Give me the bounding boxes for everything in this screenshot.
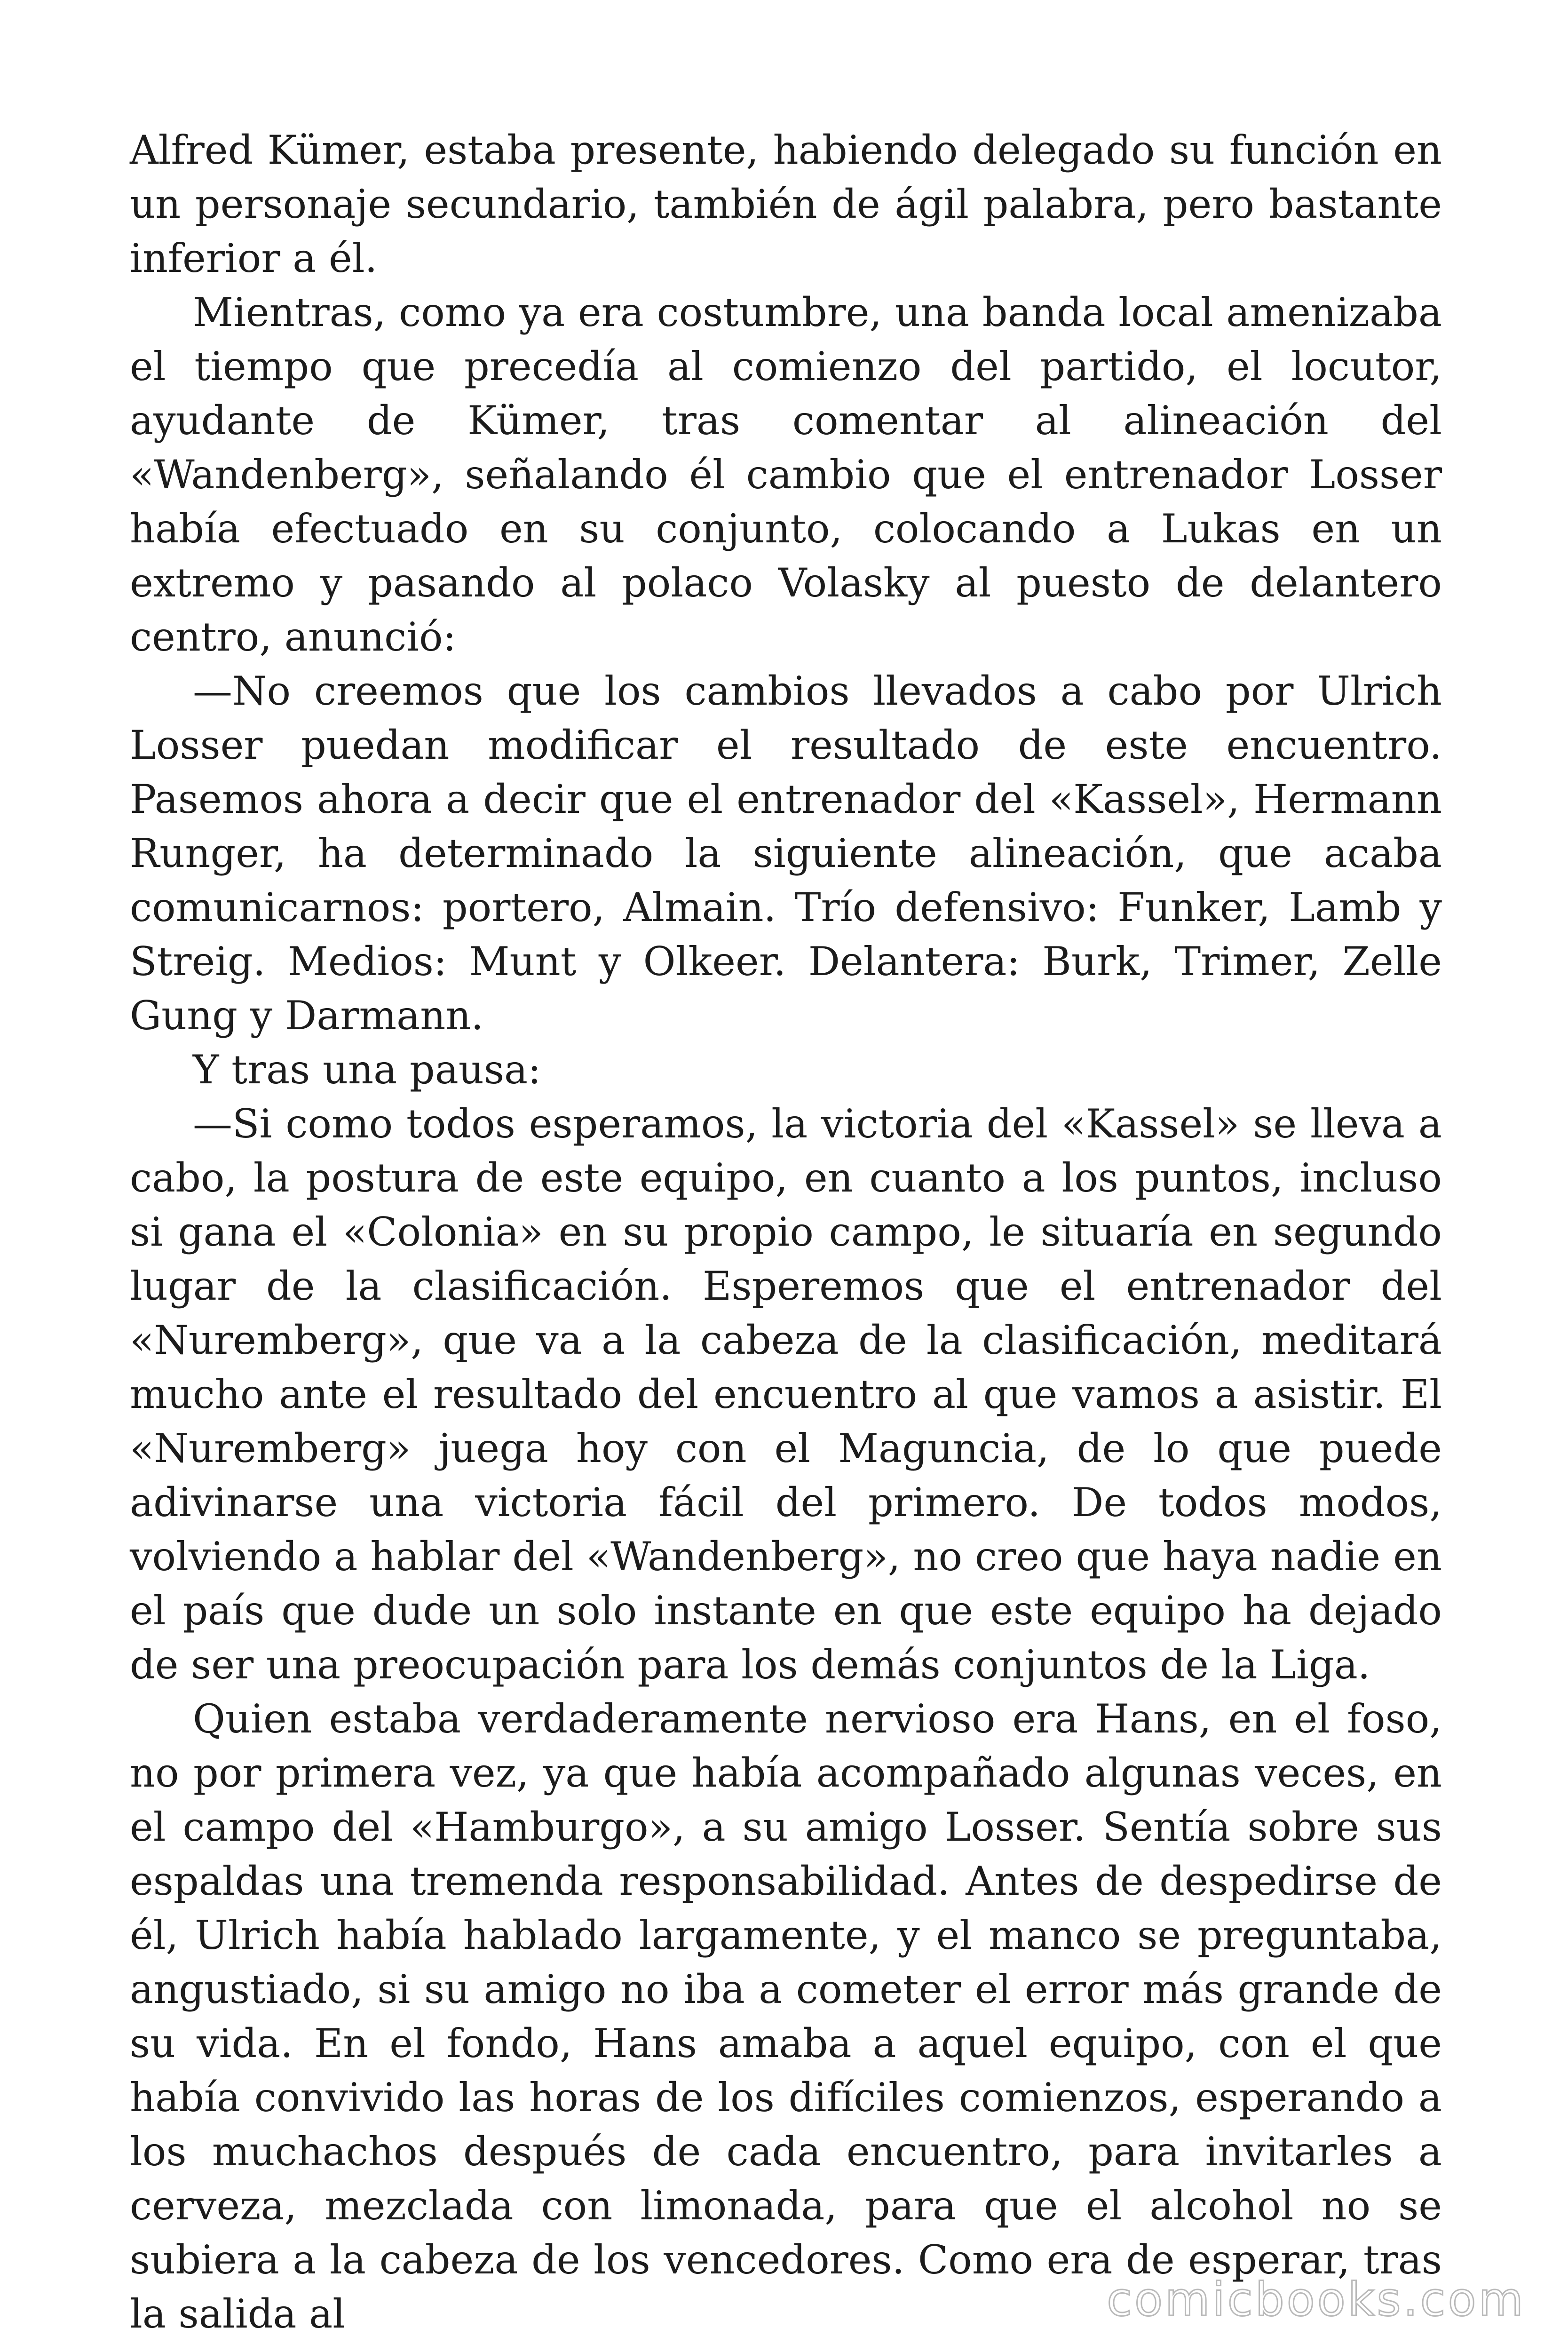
paragraph-3: —No creemos que los cambios llevados a cabo por Ulrich Losser puedan modificar el resultado de este encuentro. Pasemos ahora a decir que el entrenador del «Kassel», Hermann Runger, ha determinado la siguiente alineación, que acaba comunicarnos: portero, Almain. Trío defensivo: Funker, Lamb y Streig. Medios: Munt y Olkeer. Delantera: Burk, Trimer, Zelle Gung y Darmann. (130, 668, 1442, 1039)
page-text (130, 123, 1442, 2341)
watermark: comicbooks.com (1107, 2273, 1526, 2327)
paragraph-1: Alfred Kümer, estaba presente, habiendo delegado su función en un personaje secundario, también de ágil palabra, pero bastante inferior a él. (130, 127, 1442, 281)
paragraph-4: Y tras una pausa: (193, 1047, 541, 1093)
paragraph-2: Mientras, como ya era costumbre, una banda local amenizaba el tiempo que precedía al comienzo del partido, el locutor, ayudante de Kümer, tras comentar al alineación del «Wandenberg», señalando él cambio que el entrenador Losser había efectuado en su conjunto, colocando a Lukas en un extremo y pasando al polaco Volasky al puesto de delantero centro, anunció: (130, 289, 1442, 660)
paragraph-5: —Si como todos esperamos, la victoria del «Kassel» se lleva a cabo, la postura de este equipo, en cuanto a los puntos, incluso si gana el «Colonia» en su propio campo, le situaría en segundo lugar de la clasificación. Esperemos que el entrenador del «Nuremberg», que va a la cabeza de la clasificación, meditará mucho ante el resultado del encuentro al que vamos a asistir. El «Nuremberg» juega hoy con el Maguncia, de lo que puede adivinarse una victoria fácil del primero. De todos modos, volviendo a hablar del «Wandenberg», no creo que haya nadie en el país que dude un solo instante en que este equipo ha dejado de ser una preocupación para los demás conjuntos de la Liga. (130, 1101, 1442, 1688)
paragraph-6: Quien estaba verdaderamente nervioso era Hans, en el foso, no por primera vez, ya que había acompañado algunas veces, en el campo del «Hamburgo», a su amigo Losser. Sentía sobre sus espaldas una tremenda responsabilidad. Antes de despedirse de él, Ulrich había hablado largamente, y el manco se preguntaba, angustiado, si su amigo no iba a cometer el error más grande de su vida. En el fondo, Hans amaba a aquel equipo, con el que había convivido las horas de los difíciles comienzos, esperando a los muchachos después de cada encuentro, para invitarles a cerveza, mezclada con limonada, para que el alcohol no se subiera a la cabeza de los vencedores. Como era de esperar, tras la salida al (130, 1696, 1442, 2337)
